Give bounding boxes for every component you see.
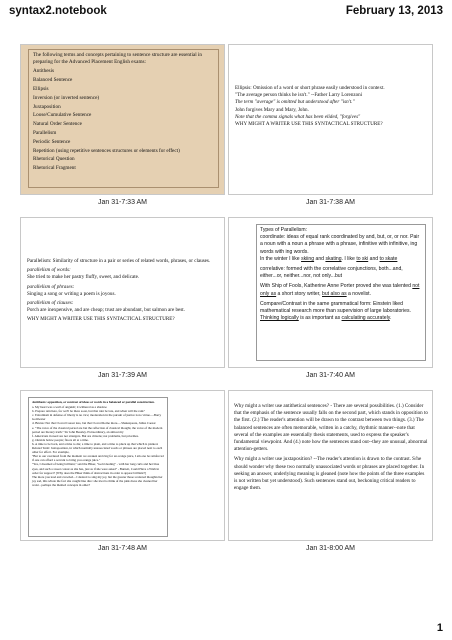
antithesis-note: b. Prepare rain here, for we'll be there soon, but that rain be late, and when will the rain? [32,409,145,414]
antithesis-note: "But to our overtured from the moment we awaken and ring for an orange juice, I am one be reinforced if one can afford a servant to bring you orange juice." [32,454,164,463]
slide-types-of-parallelism[interactable] [228,217,433,368]
antithesis-note: d. Brutus: Not that I loved Caesar less, but that I loved Rome more.—Shakespeare, Julius Caesar [32,421,156,426]
terms-intro: The following terms and concepts pertaining to sentence structure are essential in preparing for the Advanced Placement English exams: [33,52,202,66]
notebook-date: February 13, 2013 [345,5,443,17]
antithesis-note: h. A time to be born, and a time to die; a time to plant, and a time to pluck up that which is planted. [32,441,159,446]
slide-caption: Jan 31-7:48 AM [97,545,148,552]
slide-caption: Jan 31-7:39 AM [97,372,148,379]
antithesis-note: a. My heart was a well of anguish; it withered as a shadow. [32,405,108,410]
term-item: Periodic Sentence [33,138,71,145]
page-number: 1 [436,622,443,634]
term-item: Parallelism [33,129,57,136]
parallelism-subhead: parallelism of words: [27,267,71,274]
notebook-title: syntax2.notebook [9,5,107,17]
slide-caption: Jan 31-7:40 AM [305,372,356,379]
term-item: Rhetorical Fragment [33,165,76,172]
ellipsis-note: Note that the comma signals what has been elided, "forgives" [235,113,361,120]
term-item: Inversion (or inverted sentence) [33,94,100,101]
term-item: Juxtaposition [33,103,61,110]
slide-ellipsis[interactable] [228,44,433,195]
ellipsis-text [235,85,427,128]
parallelism-example: Porch are inexpensive, and are cheap; trust are abundant, but salmon are best. [27,307,185,314]
term-item: Balanced Sentence [33,77,73,84]
ellipsis-note: The term "average" is omitted but understood after "isn't." [235,99,355,106]
why-text [234,403,428,492]
term-item: Antithesis [33,68,55,75]
antithesis-note: "Yes, I dreamed of being brilliant," said the Hiker, "Gold dealing" - with her long curls and her blue eyes, and such a sweet colour as she has, just as if she were asked" - Burnett, Could Have a Wish in order for support? [Why does the Hiker think of abstractions in order to appear brilliant?] [32,462,160,475]
parallelism-example: Singing a song or writing a poem is joyous. [27,290,116,297]
why-juxtaposition-paragraph: Why might a writer use juxtaposition? --The reader's attention is drawn to the contrast. S/he should wonder why these two normally unassociated words or phrases are placed together. In seeking an answer, underlying meaning is gleaned (note how the points of the three examples is not written but yet understood). Such sentences stand out, beckoning critical readers to engage them. [234,456,425,492]
types-correlative: correlative: formed with the correlative conjunctions, both...and, either...or, neither...nor, not only...but [260,266,403,280]
antithesis-note: c. Extremism in defense of liberty is no vice; moderation in the pursuit of justice is no virtue.—Barry Goldwater [32,413,162,422]
types-coordinate: coordinate: ideas of equal rank coordinated by and, but, or, or nor. Pair a noun with a noun a phrase with a phrase, infinitive with infinitive, ing words with ing words. [260,234,420,255]
why-antithesis-paragraph: Why might a writer use antithetical sentences? - There are several possibilities. (1.) Consider that the emphasis of the sentence usually falls on the second part, which stands in opposition to the first. (2.) The reader's attention will be drawn to the contrast between two things. (3.) The balanced sentences are often memorable, written in a catchy, rhythmic manner--note that several of the examples are essentially thesis statements, used to express the speaker's fundamental viewpoint. And (4.) note how the sentences stand out--they are unusual, abnormal attention-getters. [234,403,428,453]
antithesis-note: Related Term: Juxtaposition, in which normally unassociated words or phrases are placed next to each other for effect. For example, [32,446,163,455]
antithesis-box [28,397,168,537]
types-title: Types of Parallelism: [260,227,307,233]
parallelism-text [27,258,219,324]
slide-caption: Jan 31-7:38 AM [305,199,356,206]
ellipsis-quote: "The average person thinks he isn't." --Father Larry Lorenzoni [235,92,363,99]
antithesis-heading: Antithesis: opposition, or contrast of ideas or words in a balanced or parallel construction. [32,400,155,404]
term-item: Loose/Cumulative Sentence [33,112,92,119]
ellipsis-question: WHY MIGHT A WRITER USE THIS SYNTACTICAL STRUCTURE? [235,121,383,128]
slide-terms-list[interactable] [20,44,225,195]
terms-box [28,49,219,188]
parallelism-subhead: parallelism of phrases: [27,283,75,290]
slide-antithesis[interactable] [20,390,225,541]
parallelism-question: WHY MIGHT A WRITER USE THIS SYNTACTICAL STRUCTURE? [27,316,175,323]
types-coordinate-example: In the winter I like skiing and skating. I like to ski and to skate [260,255,398,262]
ellipsis-example: John forgives Mary and Mary, John. [235,106,309,113]
antithesis-note: The more you lead and crowded... I desired to sing my joy, but the greater those scattered thoughts her joy sad, this whole the fact she caught like dire: she tried to think of the pink dress she cleaned her waist - perhaps the themed concepts in other? [32,474,163,487]
parallelism-example: She tried to make her pastry fluffy, sweet, and delicate. [27,274,140,281]
term-item: Repetition (using repetitive sentences structures or elements for effect) [33,147,180,154]
antithesis-note: g. Outside below people; floors all at a time. [32,437,89,442]
types-compare-contrast: Compare/Contrast in the same grammatical form: Einstein liked mathematical research more than supervision of large laboratories. Thinking logically is as important as calculating accurately. [260,300,411,322]
parallelism-definition: Parallelism: Similarity of structure in a pair or series of related words, phrases, or clauses. [27,258,211,264]
parallelism-subhead: parallelism of clauses: [27,300,74,307]
slide-caption: Jan 31-8:00 AM [305,545,356,552]
types-box [256,224,426,361]
slide-parallelism[interactable] [20,217,225,368]
term-item: Natural Order Sentence [33,121,82,128]
antithesis-note: e. "The voice of the classical period are but the reflection of classical thought, the voice of the modern period are literary truth." Sir John Beasley. Extraordinary, an almost my [32,425,163,434]
ellipsis-definition: Ellipsis: Omission of a word or short phrase easily understood in context. [235,85,385,91]
slide-caption: Jan 31-7:33 AM [97,199,148,206]
term-item: Ellipsis [33,86,49,92]
types-correlative-example: With Ship of Fools, Katherine Anne Porter proved she was talented not only as a short story writer, but also as a novelist. [260,283,420,297]
slide-why-antithesis[interactable] [228,390,433,541]
term-item: Rhetorical Question [33,156,75,163]
antithesis-note: f. Americans in need are not strangers. But are citizens; not problems, but priorities. [32,433,139,438]
